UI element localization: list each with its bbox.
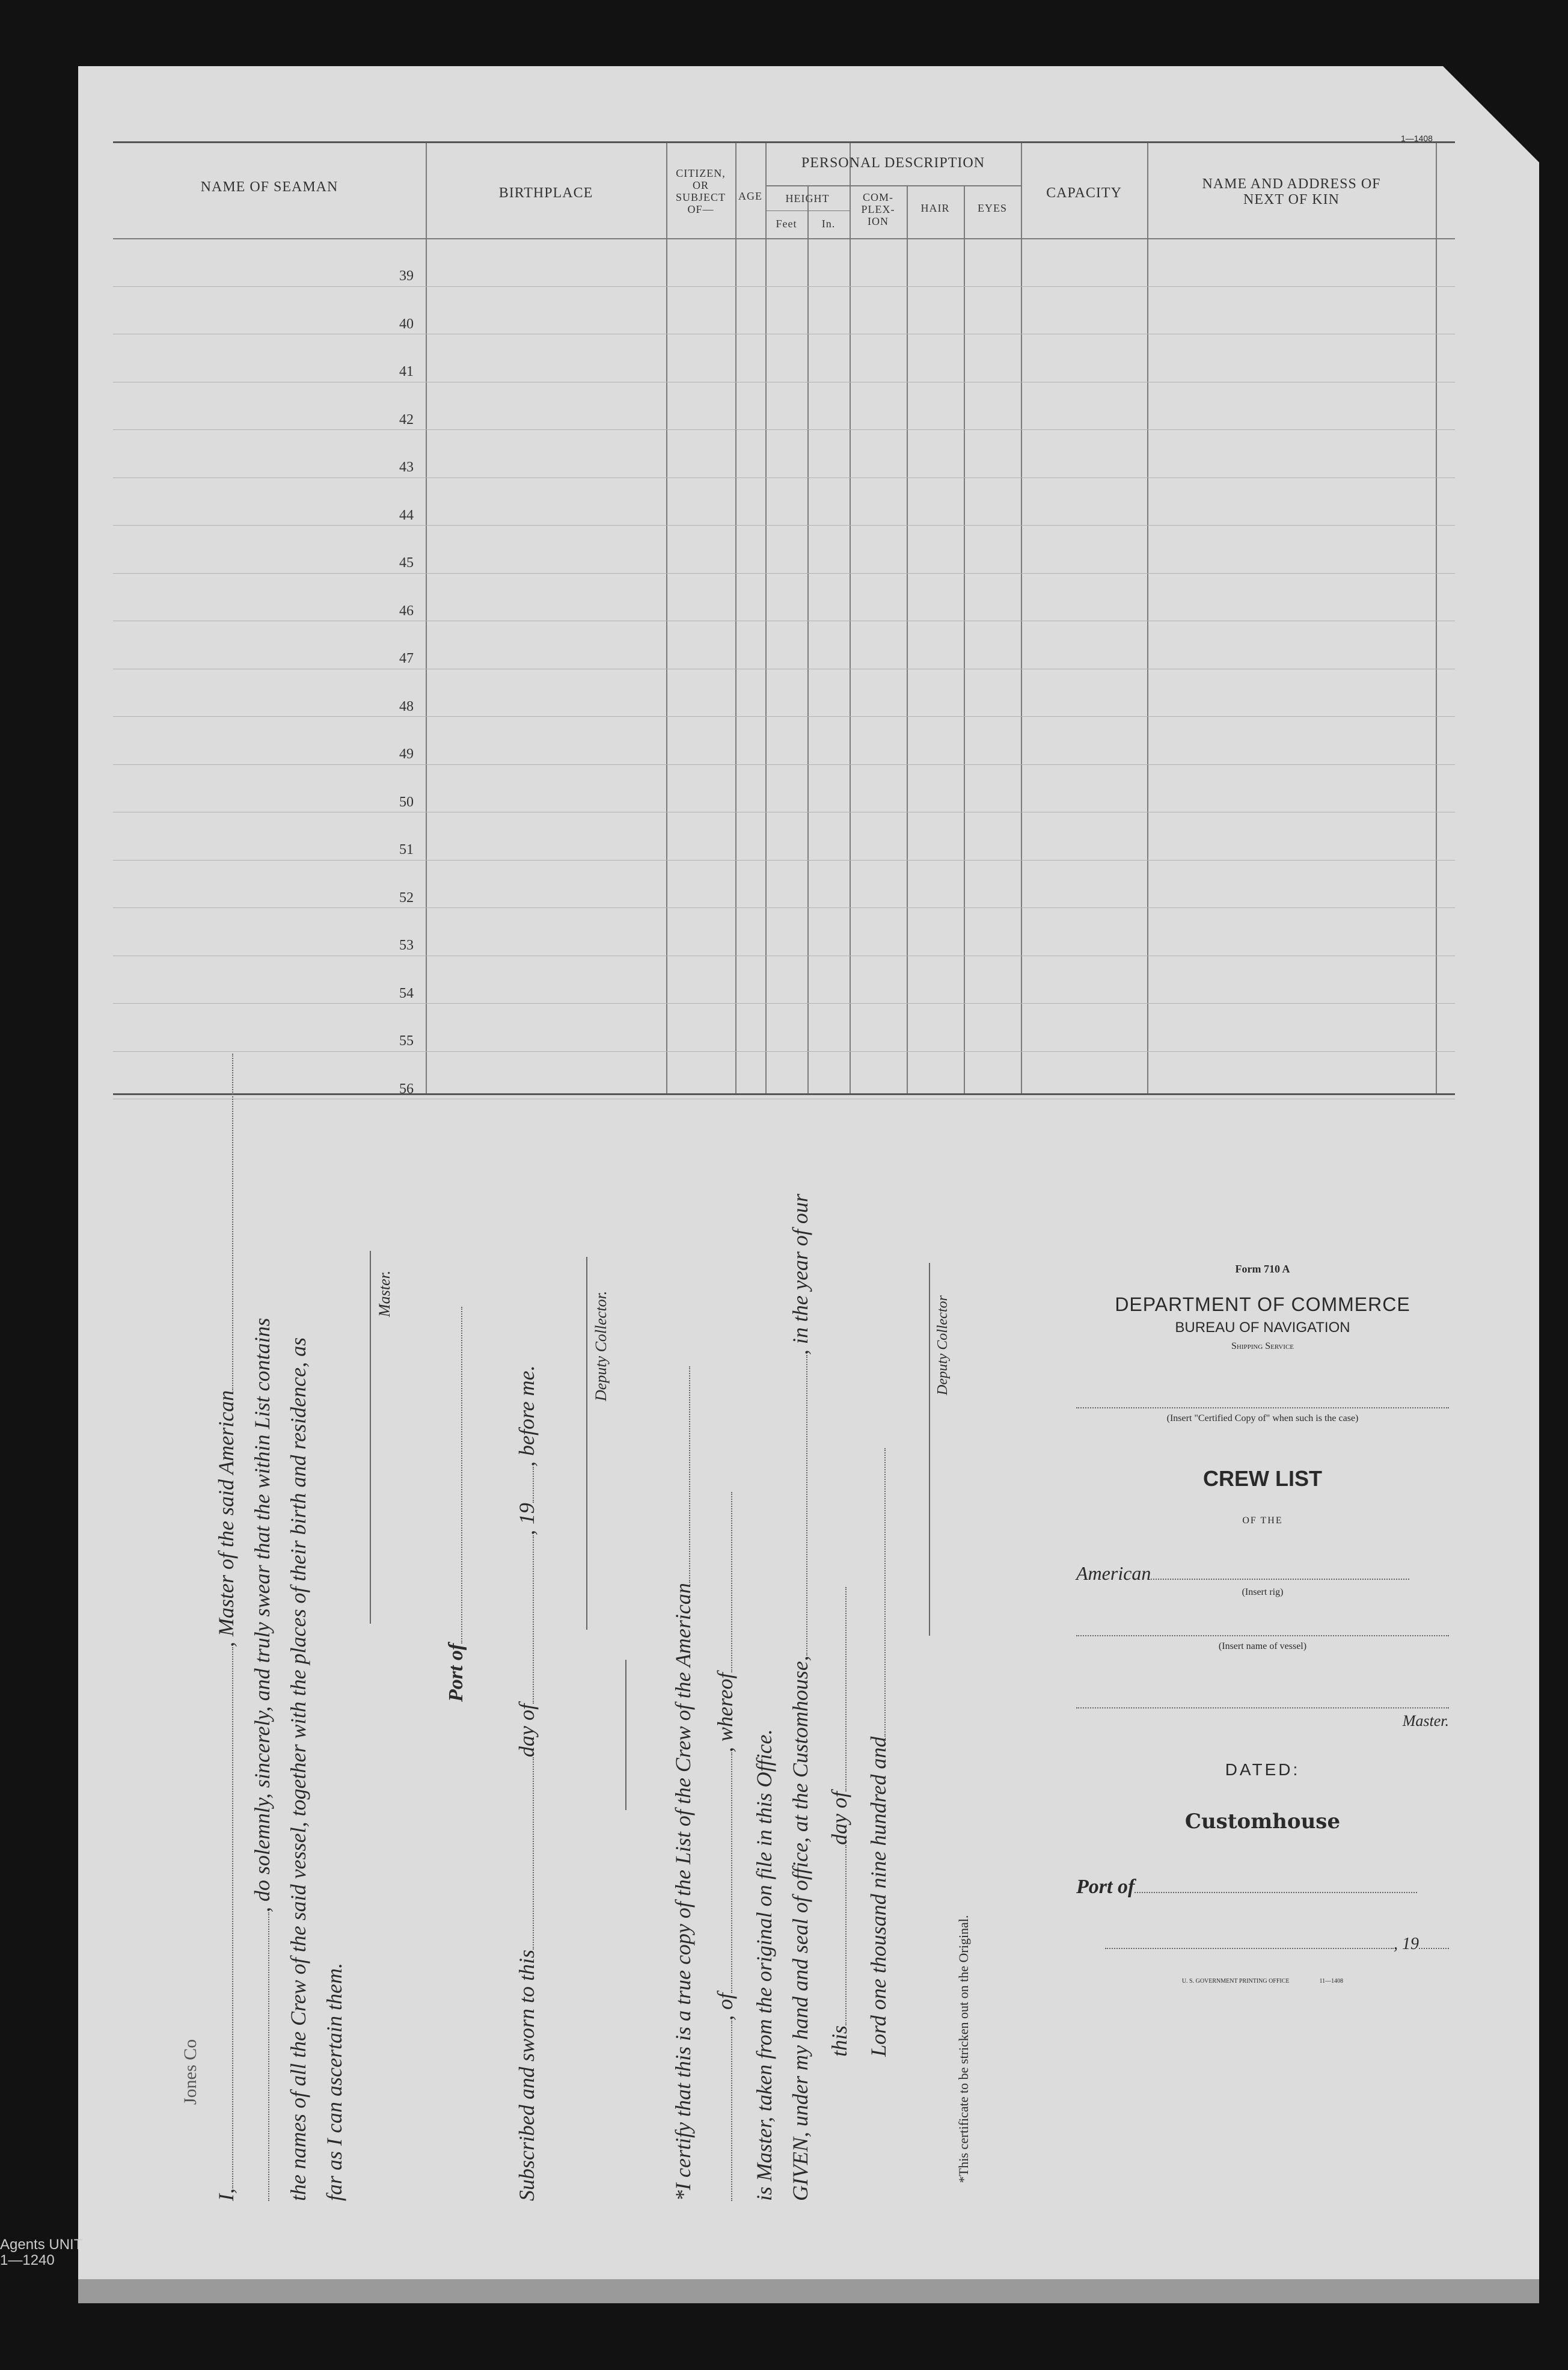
printer-line: U. S. GOVERNMENT PRINTING OFFICE 11—1408 [1181,1978,1344,1985]
row-number: 52 [399,889,414,906]
edge-agent-line-2: 1—1240 [0,2252,55,2268]
of-the: OF THE [1242,1515,1283,1526]
table-row-line [113,907,1455,908]
department: DEPARTMENT OF COMMERCE [1115,1294,1410,1315]
row-number: 56 [399,1081,414,1097]
row-number: 55 [399,1033,414,1049]
header-feet: Feet [776,218,797,230]
certificate-line-3: is Master, taken from the original on file in this Office. [752,1729,776,2201]
table-row-line [113,525,1455,526]
oath-port-of: Port of [445,1307,468,1702]
certificate-deputy-collector: Deputy Collector [935,1295,951,1395]
sheet-shadow [78,2279,1539,2303]
row-number: 47 [399,651,414,666]
form-number: Form 710 A [1235,1263,1290,1275]
row-number: 53 [399,938,414,953]
row-number: 48 [399,698,414,714]
bureau: BUREAU OF NAVIGATION [1175,1319,1350,1336]
row-number: 49 [399,746,414,762]
table-row-line [113,764,1455,765]
header-hair: HAIR [920,202,950,214]
header-birthplace: BIRTHPLACE [498,185,593,201]
panel-port-of: Port of [1076,1876,1449,1899]
insert-certified-note: (Insert "Certified Copy of" when such is the case) [1166,1413,1359,1423]
certificate-signature-line [929,1263,930,1636]
oath-line-2: , do solemnly, sincerely, and truly swear that the within List contains [250,1318,275,2201]
row-number: 43 [399,459,414,475]
certificate-line-2: , of, whereof [712,1492,738,2201]
dated: DATED: [1225,1760,1300,1779]
table-row-line [113,1051,1455,1052]
header-next-of-kin: NAME AND ADDRESS OF NEXT OF KIN [1202,176,1381,207]
row-number: 51 [399,842,414,858]
folded-corner [1443,66,1539,162]
seal-line [625,1660,626,1810]
header-capacity: CAPACITY [1046,185,1122,201]
form-number-top: 1—1408 [1401,134,1433,143]
table-row-line [113,573,1455,574]
crew-list-title: CREW LIST [1203,1466,1322,1491]
header-eyes: EYES [978,202,1007,214]
header-height: HEIGHT [785,192,830,204]
cover-panel [1076,1263,1449,1985]
row-number: 42 [399,411,414,428]
table-row-line [113,429,1455,430]
row-number: 44 [399,507,414,523]
row-number: 39 [399,268,414,284]
header-age: AGE [738,190,762,202]
american-line: American [1076,1562,1449,1585]
table-row-line [113,716,1455,717]
row-number: 40 [399,316,414,332]
certificate-footnote: *This certificate to be stricken out on the Original. [956,1915,971,2183]
oath-line-3: the names of all the Crew of the said vessel, together with the places of their birth and residence, as [286,1337,310,2201]
oath-line-1: I,, Master of the said American [213,1054,239,2201]
row-number: 54 [399,985,414,1001]
insert-rig: (Insert rig) [1242,1587,1284,1597]
certificate-line-5: thisday of [827,1587,852,2057]
header-name-of-seaman: NAME OF SEAMAN [200,179,338,195]
service: Shipping Service [1231,1341,1294,1351]
oath-margin-mark: Jones Co [180,2039,200,2105]
oath-deputy-collector: Deputy Collector. [592,1291,610,1401]
oath-subscribed: Subscribed and sworn to thisday of, 19, before me. [515,1365,539,2201]
row-number: 50 [399,794,414,810]
header-inches: In. [821,218,836,230]
panel-year-line: , 19 [1076,1935,1449,1954]
master-signature-line [370,1251,371,1624]
certificate-line-4: GIVEN, under my hand and seal of office, at the Customhouse,, in the year of our [788,1194,812,2201]
customhouse: Customhouse [1184,1810,1341,1834]
table-row-line [113,286,1455,287]
header-citizen: CITIZEN, OR SUBJECT OF— [675,167,726,215]
table-row-line [113,1003,1455,1004]
row-number: 46 [399,603,414,619]
table-row-line [113,477,1455,478]
row-number: 41 [399,364,414,379]
edge-agent-label [0,2237,82,2268]
row-number: 45 [399,555,414,571]
deputy-signature-line [586,1257,587,1630]
header-complexion: COM- PLEX- ION [861,191,895,227]
header-personal-description: PERSONAL DESCRIPTION [801,155,985,171]
panel-master: Master. [1402,1712,1449,1730]
oath-line-4: far as I can ascertain them. [322,1963,346,2201]
crew-table [113,141,1455,1095]
certificate-line-6: Lord one thousand nine hundred and [866,1448,891,2057]
certificate-line-1: *I certify that this is a true copy of the List of the Crew of the American [670,1366,696,2201]
edge-agent-line-1: Agents UNIT [0,2236,83,2253]
table-row-line [113,860,1455,861]
oath-master: Master. [376,1270,393,1317]
insert-vessel-name: (Insert name of vessel) [1218,1641,1307,1651]
